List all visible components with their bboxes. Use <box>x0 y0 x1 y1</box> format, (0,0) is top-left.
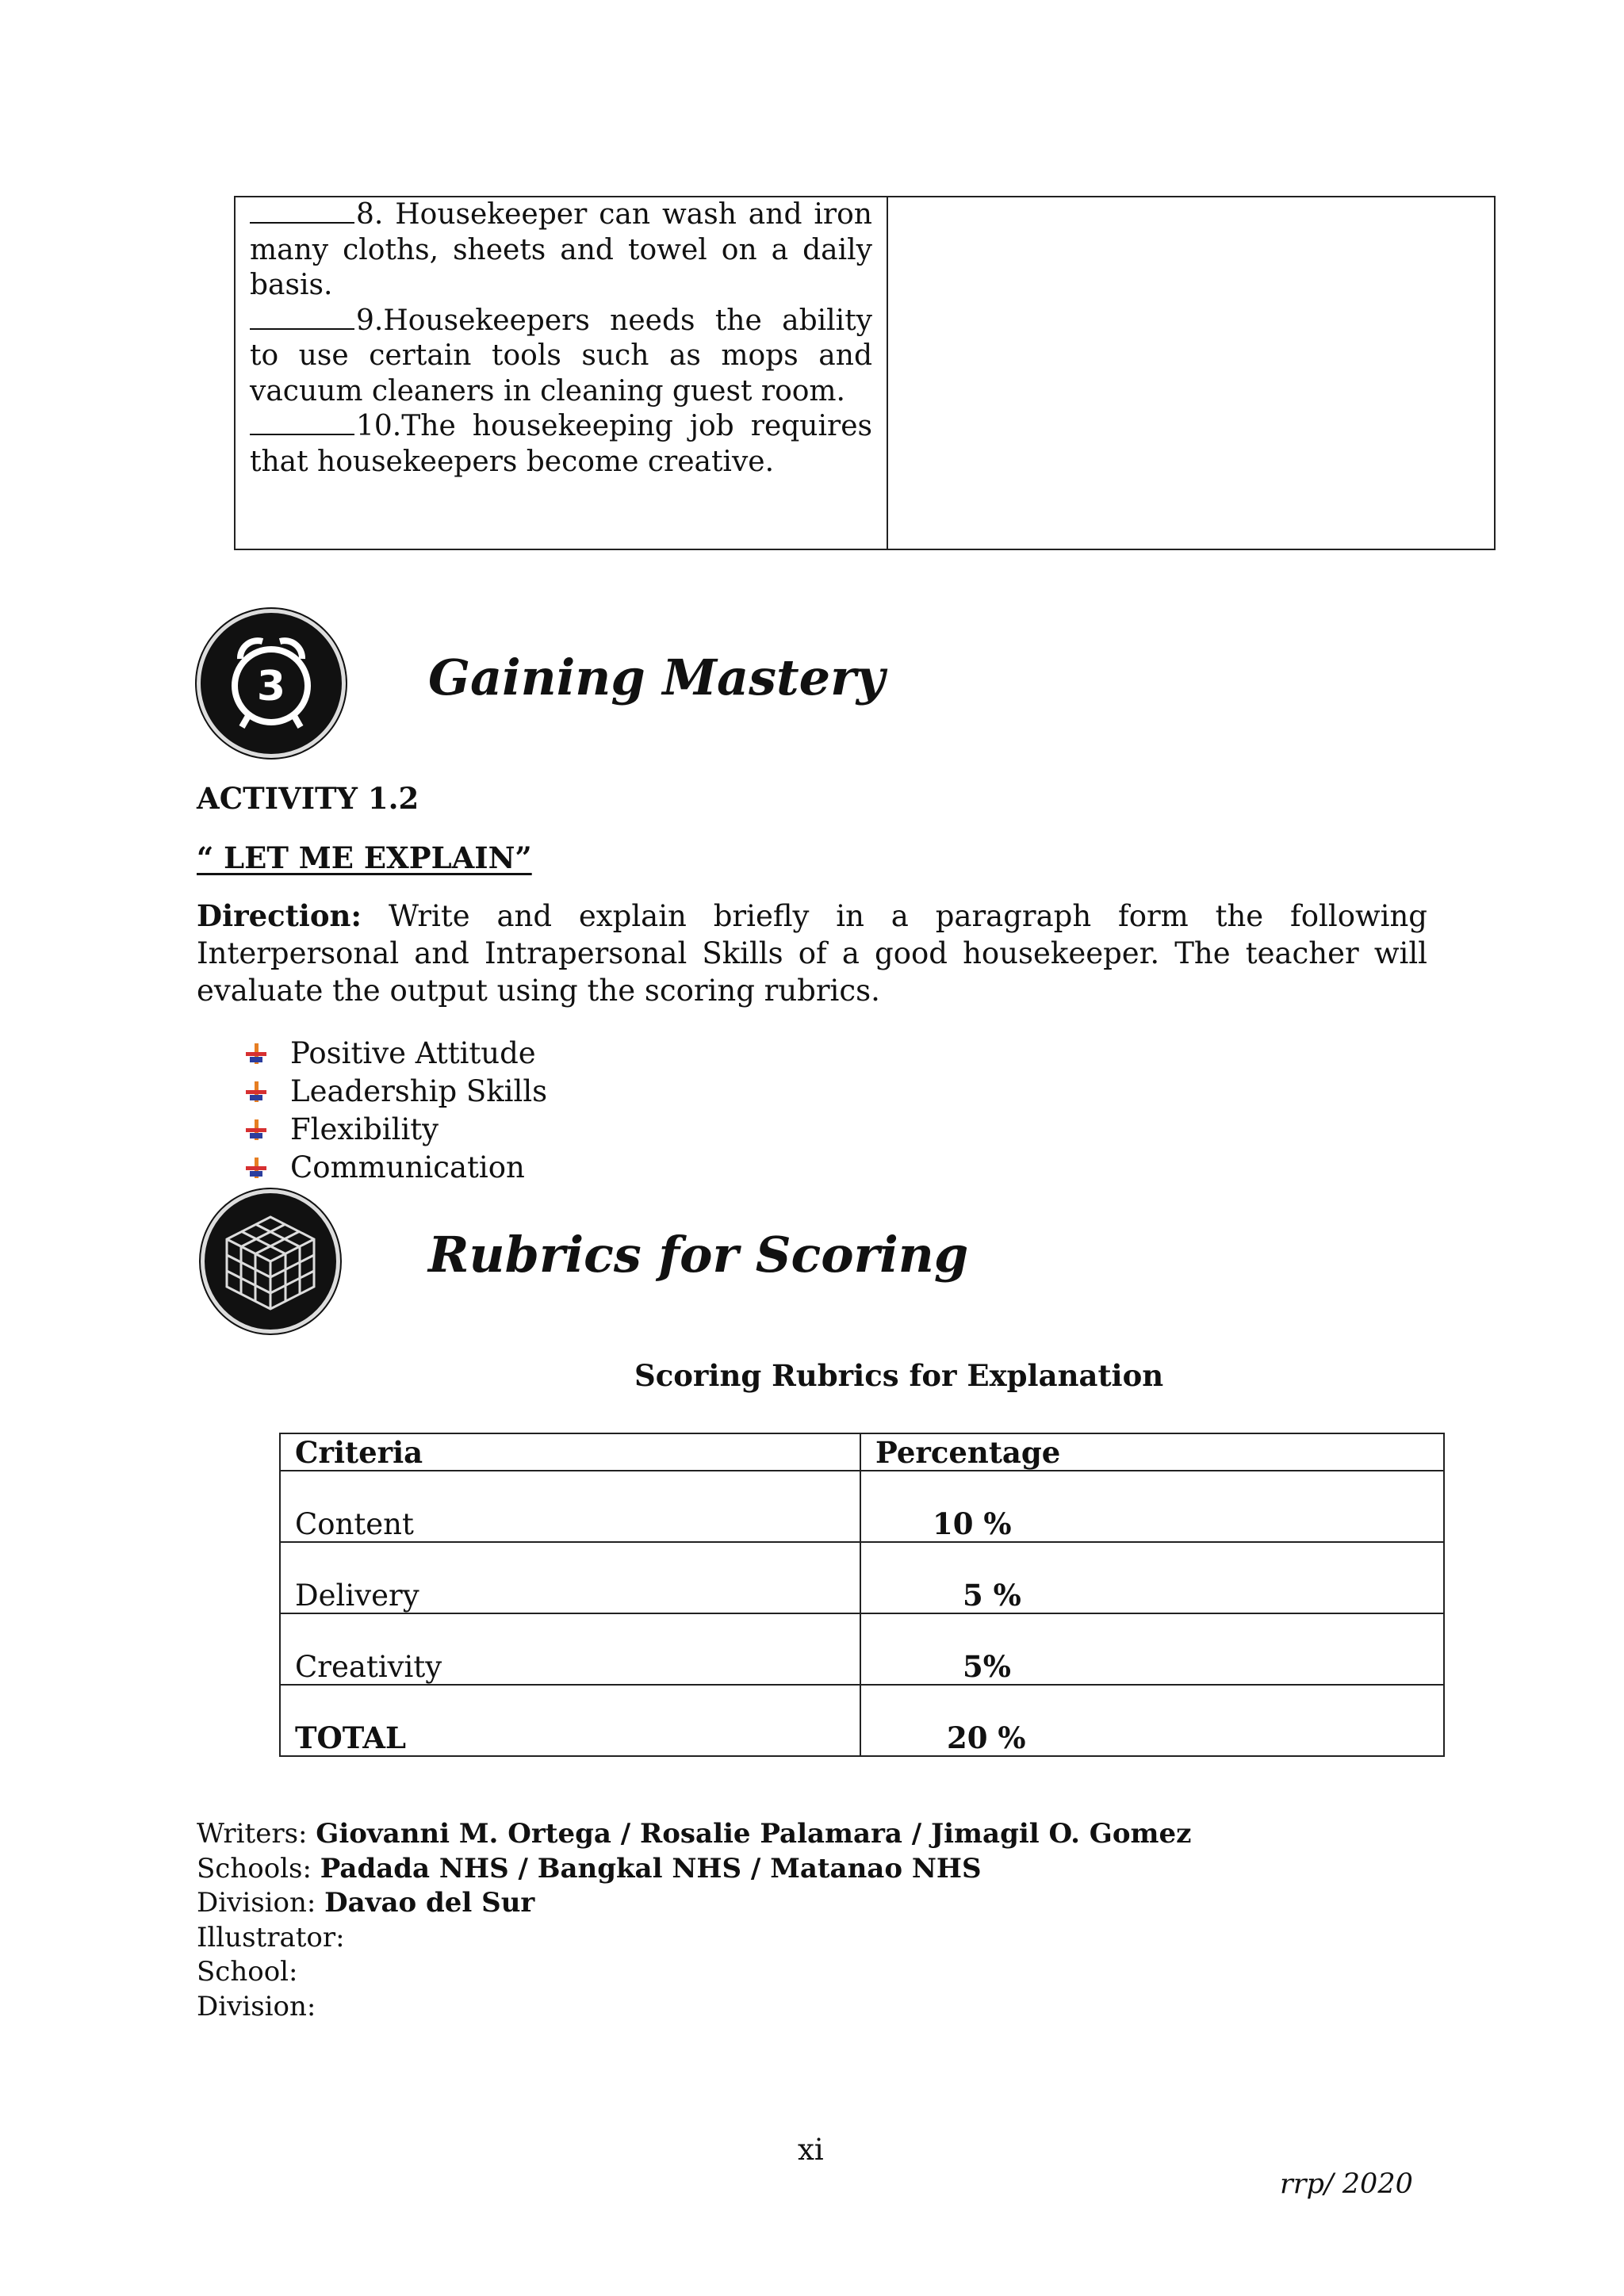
arrow-bullet-icon <box>246 1043 266 1064</box>
criteria-cell: Delivery <box>280 1542 860 1613</box>
direction-label: Direction: <box>197 898 362 933</box>
exercise-table <box>234 196 1496 550</box>
answer-blank <box>250 410 354 435</box>
criteria-cell: TOTAL <box>280 1685 860 1756</box>
rubrics-table <box>279 1433 1445 1757</box>
criteria-cell: Creativity <box>280 1613 860 1685</box>
activity-name: “ LET ME EXPLAIN” <box>197 840 532 875</box>
writers-line: Writers: Giovanni M. Ortega / Rosalie Palamara / Jimagil O. Gomez <box>197 1818 1192 1850</box>
percentage-cell: 10 % <box>860 1471 1444 1542</box>
direction-paragraph <box>197 897 1427 1009</box>
direction-text: Write and explain briefly in a paragraph form the following Interpersonal and Intrapersonal Skills of a good housekeeper. The teacher will evaluate the output using the scoring rubrics. <box>197 899 1427 1008</box>
page-number: xi <box>798 2133 824 2167</box>
rubrics-subtitle: Scoring Rubrics for Explanation <box>634 1358 1164 1393</box>
percentage-header: Percentage <box>860 1433 1444 1471</box>
criteria-cell: Content <box>280 1471 860 1542</box>
list-item: Leadership Skills <box>246 1073 547 1111</box>
table-row <box>280 1471 1444 1542</box>
division-line: Division: Davao del Sur <box>197 1887 535 1919</box>
list-item: Flexibility <box>246 1111 547 1149</box>
credits-block <box>197 1817 1191 2024</box>
exercise-table-left-cell <box>236 197 888 549</box>
table-row <box>280 1542 1444 1613</box>
school-line: School: <box>197 1956 298 1988</box>
percentage-cell: 20 % <box>860 1685 1444 1756</box>
division2-line: Division: <box>197 1990 316 2022</box>
list-item: Positive Attitude <box>246 1035 547 1073</box>
table-row <box>280 1685 1444 1756</box>
exercise-item-8: 8. Housekeeper can wash and iron many cloths, sheets and towel on a daily basis. <box>250 198 872 301</box>
arrow-bullet-icon <box>246 1081 266 1102</box>
alarm-clock-icon <box>197 609 346 758</box>
gaining-mastery-title: Gaining Mastery <box>428 649 885 706</box>
svg-text:3: 3 <box>256 663 286 710</box>
arrow-bullet-icon <box>246 1119 266 1140</box>
table-row <box>280 1613 1444 1685</box>
answer-blank <box>250 304 354 330</box>
schools-line: Schools: Padada NHS / Bangkal NHS / Matanao NHS <box>197 1852 982 1885</box>
answer-blank <box>250 198 354 224</box>
arrow-bullet-icon <box>246 1158 266 1178</box>
exercise-item-9: 9.Housekeepers needs the ability to use certain tools such as mops and vacuum cleaners in cleaning guest room. <box>250 304 872 408</box>
percentage-cell: 5% <box>860 1613 1444 1685</box>
exercise-item-10: 10.The housekeeping job requires that housekeepers become creative. <box>250 410 872 478</box>
illustrator-line: Illustrator: <box>197 1921 345 1954</box>
percentage-cell: 5 % <box>860 1542 1444 1613</box>
footer-code: rrp/ 2020 <box>1280 2168 1413 2200</box>
activity-number: ACTIVITY 1.2 <box>197 781 419 816</box>
criteria-header: Criteria <box>280 1433 860 1471</box>
rubrics-title: Rubrics for Scoring <box>428 1226 969 1284</box>
skills-list <box>246 1035 547 1187</box>
table-header-row <box>280 1433 1444 1471</box>
list-item: Communication <box>246 1149 547 1187</box>
cube-icon <box>201 1189 340 1334</box>
